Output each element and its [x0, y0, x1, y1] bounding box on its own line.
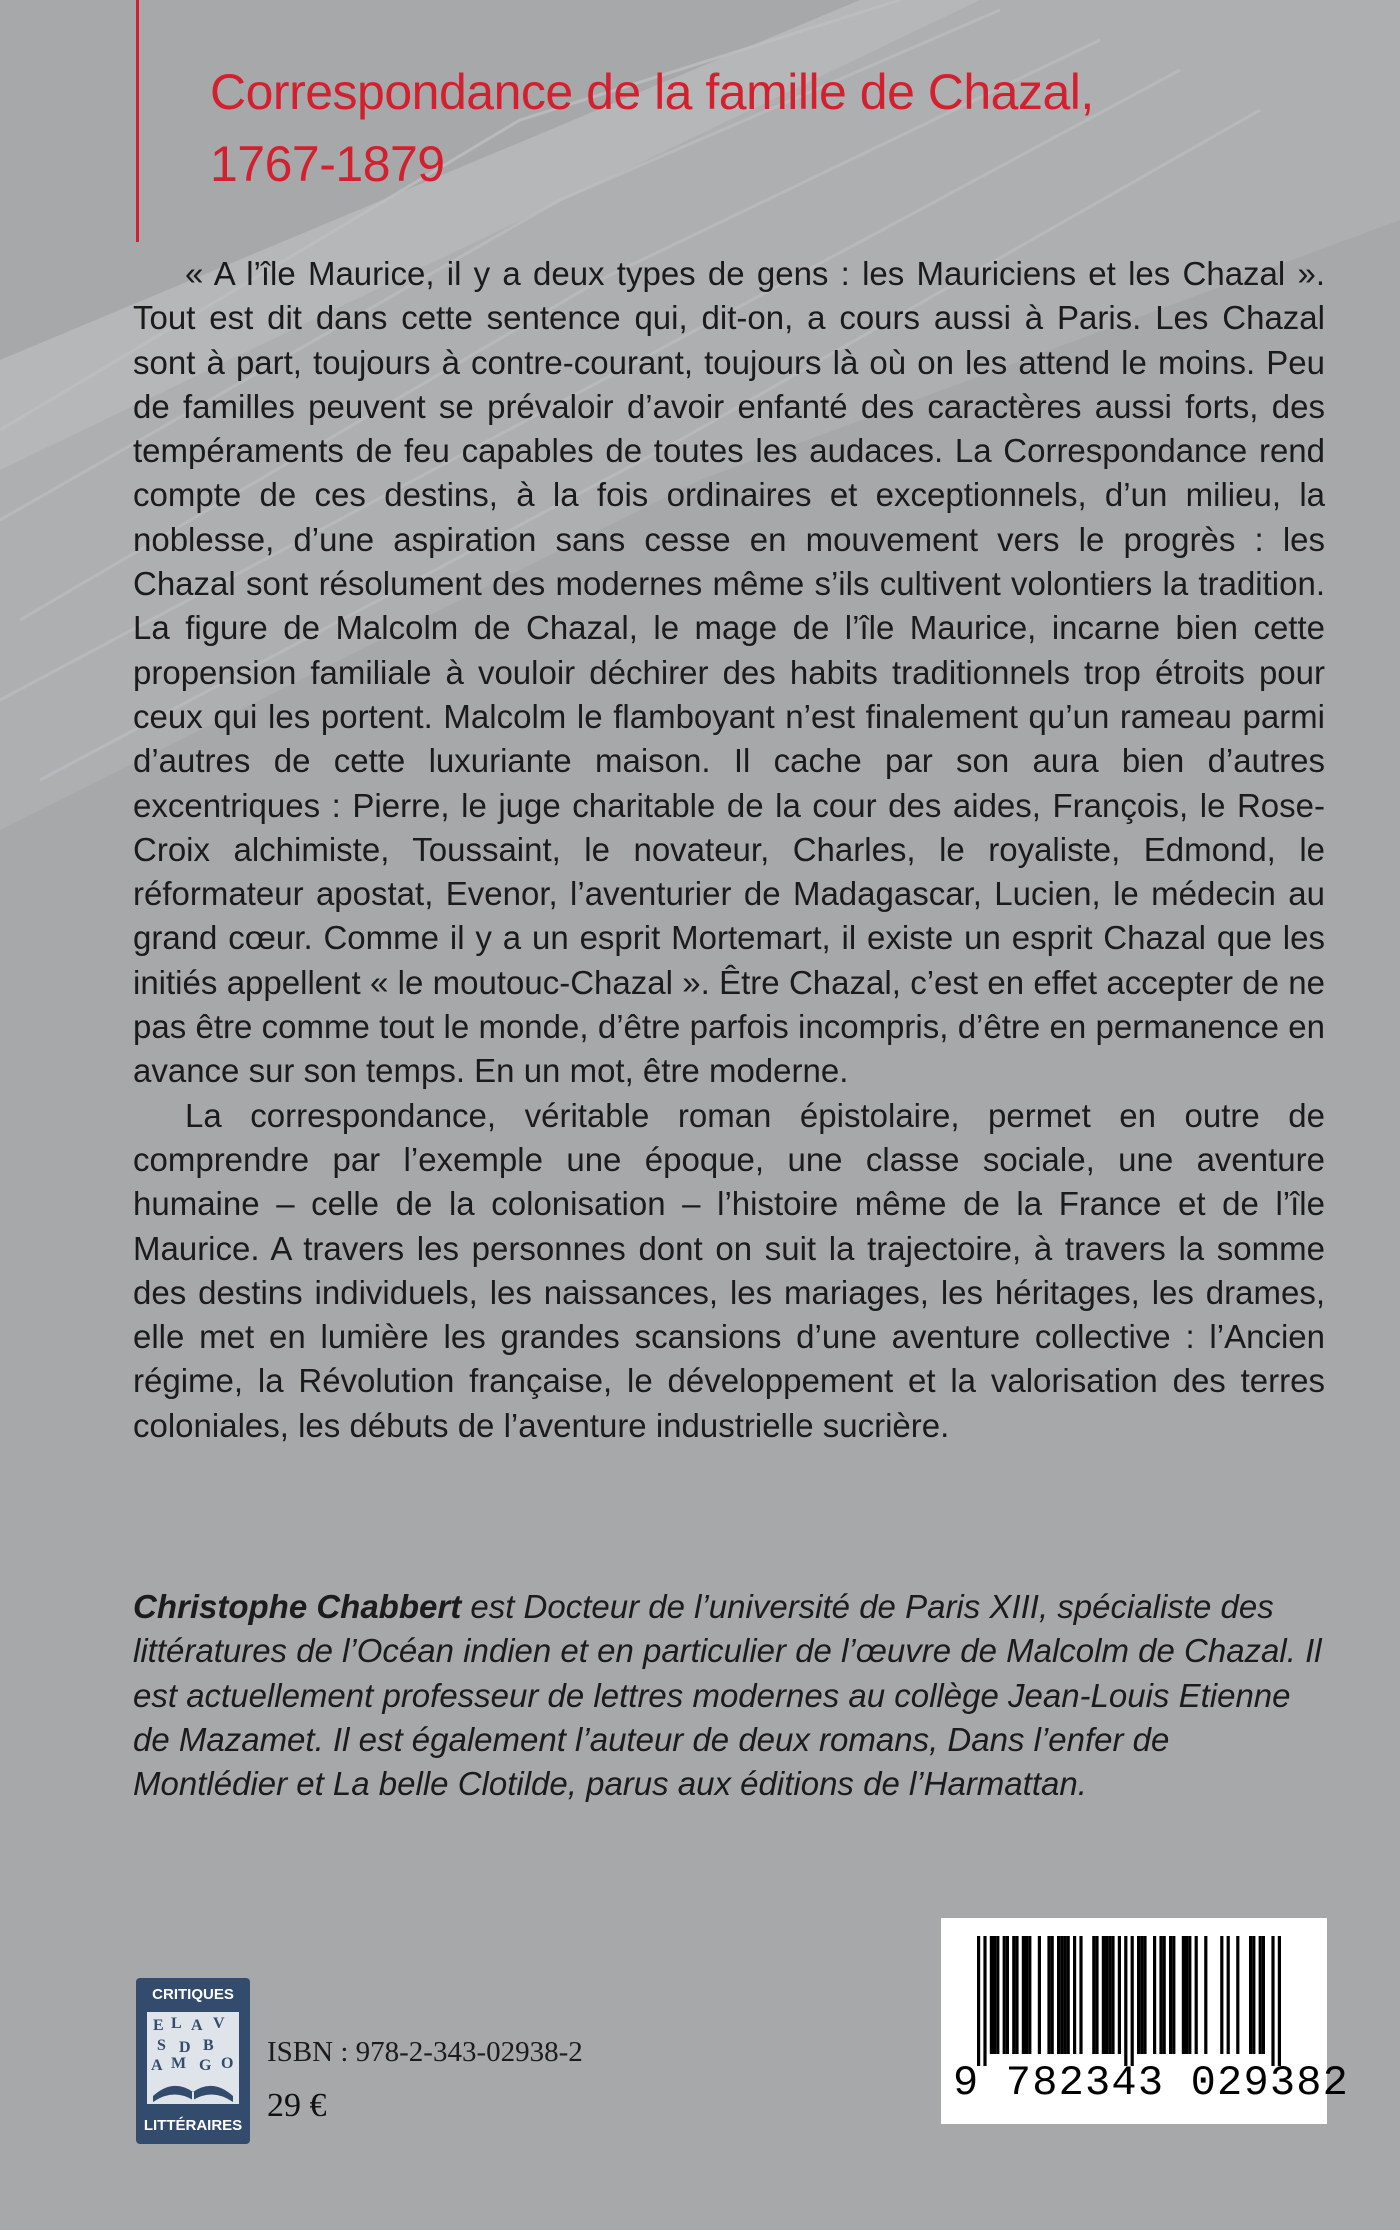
- barcode-bar: [1259, 1936, 1262, 2054]
- barcode-bar: [1143, 1936, 1146, 2054]
- svg-text:L: L: [171, 2015, 182, 2032]
- barcode-bar: [1185, 1936, 1188, 2054]
- barcode-bar: [1227, 1936, 1230, 2054]
- price: 29 €: [267, 2087, 327, 2124]
- barcode-bar: [1111, 1936, 1114, 2054]
- barcode-bar: [993, 1936, 996, 2054]
- barcode-bar: [1047, 1936, 1050, 2054]
- svg-text:G: G: [199, 2057, 212, 2074]
- barcode-bar: [1124, 1936, 1127, 2066]
- barcode-bar: [1067, 1936, 1070, 2054]
- barcode-bar: [1038, 1936, 1041, 2054]
- barcode-bar: [1262, 1936, 1265, 2054]
- barcode-bar: [1108, 1936, 1111, 2054]
- barcode-bar: [1182, 1936, 1185, 2054]
- barcode-bar: [1025, 1936, 1028, 2054]
- barcode-bar: [1073, 1936, 1076, 2054]
- author-name: Christophe Chabbert: [133, 1588, 462, 1625]
- barcode-bar: [1249, 1936, 1252, 2054]
- svg-text:S: S: [157, 2037, 166, 2054]
- barcode: [941, 1918, 1350, 2124]
- svg-text:A: A: [151, 2057, 163, 2074]
- series-label-bottom: LITTÉRAIRES: [143, 2117, 243, 2134]
- svg-text:V: V: [213, 2015, 225, 2032]
- summary-paragraph-2: La correspondance, véritable roman épistolaire, permet en outre de comprendre par l’exemple une époque, une classe sociale, une aventure humaine – celle de la colonisation – l’histoire même de la France et de l’île Maurice. A travers les personnes dont on suit la trajectoire, à travers la somme des destins individuels, les naissances, les mariages, les héritages, les drames, elle met en lumière les grandes scansions d’une aventure collective : l’Ancien régime, la Révolution française, le développement et la valorisation des terres coloniales, les débuts de l’aventure industrielle sucrière.: [133, 1096, 1325, 1444]
- book-title-line-1: Correspondance de la famille de Chazal,: [210, 64, 1094, 120]
- barcode-bar: [1188, 1936, 1191, 2054]
- title-accent-rule: [136, 0, 139, 242]
- barcode-bar: [1278, 1936, 1281, 2066]
- svg-text:B: B: [203, 2037, 214, 2054]
- barcode-bar: [1172, 1936, 1175, 2054]
- barcode-bar: [1153, 1936, 1156, 2054]
- barcode-bar: [1118, 1936, 1121, 2054]
- svg-text:A: A: [191, 2017, 203, 2034]
- barcode-bar: [1092, 1936, 1095, 2054]
- barcode-bar: [983, 1936, 986, 2066]
- barcode-bar: [996, 1936, 999, 2054]
- barcode-bar: [1006, 1936, 1009, 2054]
- barcode-bar: [1159, 1936, 1162, 2054]
- svg-text:E: E: [153, 2017, 164, 2034]
- barcode-bar: [1271, 1936, 1274, 2066]
- barcode-bar: [1028, 1936, 1031, 2054]
- barcode-bar: [1051, 1936, 1054, 2054]
- barcode-bar: [1063, 1936, 1066, 2054]
- series-label-top: CRITIQUES: [152, 1986, 234, 2003]
- book-summary: [133, 252, 1325, 1448]
- svg-text:O: O: [221, 2055, 234, 2072]
- svg-text:M: M: [171, 2055, 187, 2072]
- barcode-bar: [1195, 1936, 1198, 2054]
- barcode-bar: [1169, 1936, 1172, 2054]
- barcode-bar: [1079, 1936, 1082, 2054]
- barcode-bar: [1015, 1936, 1018, 2054]
- barcode-bar: [1131, 1936, 1134, 2066]
- barcode-bar: [1252, 1936, 1255, 2054]
- barcode-bar: [1140, 1936, 1143, 2054]
- barcode-bar: [1095, 1936, 1098, 2054]
- barcode-bar: [977, 1936, 980, 2066]
- author-bio-text: est Docteur de l’université de Paris XIII, spécialiste des littératures de l’Océan indien et en particulier de l’œuvre de Malcolm de Chazal. Il est actuellement professeur de lettres modernes au collège Jean-Louis Etienne de Mazamet. Il est également l’auteur de deux romans, Dans l’enfer de Montlédier et La belle Clotilde, parus aux éditions de l’Harmattan.: [133, 1588, 1322, 1803]
- open-book-with-letters-icon: [143, 2008, 243, 2108]
- barcode-bar: [990, 1936, 993, 2054]
- barcode-bar: [1060, 1936, 1063, 2054]
- barcode-bar: [1236, 1936, 1239, 2054]
- author-bio: [133, 1585, 1325, 1806]
- book-title-line-2: 1767-1879: [210, 136, 445, 192]
- barcode-bar: [1022, 1936, 1025, 2054]
- book-title: [210, 56, 1360, 200]
- svg-text:D: D: [179, 2039, 191, 2056]
- barcode-bar: [1220, 1936, 1223, 2054]
- barcode-digits: 9 782343 029382: [953, 2059, 1350, 2107]
- barcode-bar: [1102, 1936, 1105, 2054]
- barcode-bar: [1163, 1936, 1166, 2054]
- series-logo: [136, 1978, 250, 2144]
- barcode-bar: [1204, 1936, 1207, 2054]
- barcode-bar: [1105, 1936, 1108, 2054]
- barcode-bar: [1003, 1936, 1006, 2054]
- barcode-bar: [1137, 1936, 1140, 2054]
- barcode-bar: [1012, 1936, 1015, 2054]
- summary-paragraph-1: « A l’île Maurice, il y a deux types de gens : les Mauriciens et les Chazal ». Tout est dit dans cette sentence qui, dit-on, a cours aussi à Paris. Les Chazal sont à part, toujours à contre-courant, toujours là où on les attend le moins. Peu de familles peuvent se prévaloir d’avoir enfanté des caractères aussi forts, des tempéraments de feu capables de toutes les audaces. La Correspondance rend compte de ces destins, à la fois ordinaires et exceptionnels, d’un milieu, la noblesse, d’une aspiration sans cesse en mouvement vers le progrès : les Chazal sont résolument des modernes même s’ils cultivent volontiers la tradition. La figure de Malcolm de Chazal, le mage de l’île Maurice, incarne bien cette propension familiale à vouloir déchirer des habits traditionnels trop étroits pour ceux qui les portent. Malcolm le flamboyant n’est finalement qu’un rameau parmi d’autres de cette luxuriante maison. Il cache par son aura bien d’autres excentriques : Pierre, le juge charitable de la cour des aides, François, le Rose-Croix alchimiste, Toussaint, le novateur, Charles, le royaliste, Edmond, le réformateur apostat, Evenor, l’aventurier de Madagascar, Lucien, le médecin au grand cœur. Comme il y a un esprit Mortemart, il existe un esprit Chazal que les initiés appellent « le moutouc-Chazal ». Être Chazal, c’est en effet accepter de ne pas être comme tout le monde, d’être parfois incompris, d’être en permanence en avance sur son temps. En un mot, être moderne.: [133, 255, 1325, 1090]
- barcode-bar: [1057, 1936, 1060, 2054]
- isbn: ISBN : 978-2-343-02938-2: [267, 2036, 583, 2068]
